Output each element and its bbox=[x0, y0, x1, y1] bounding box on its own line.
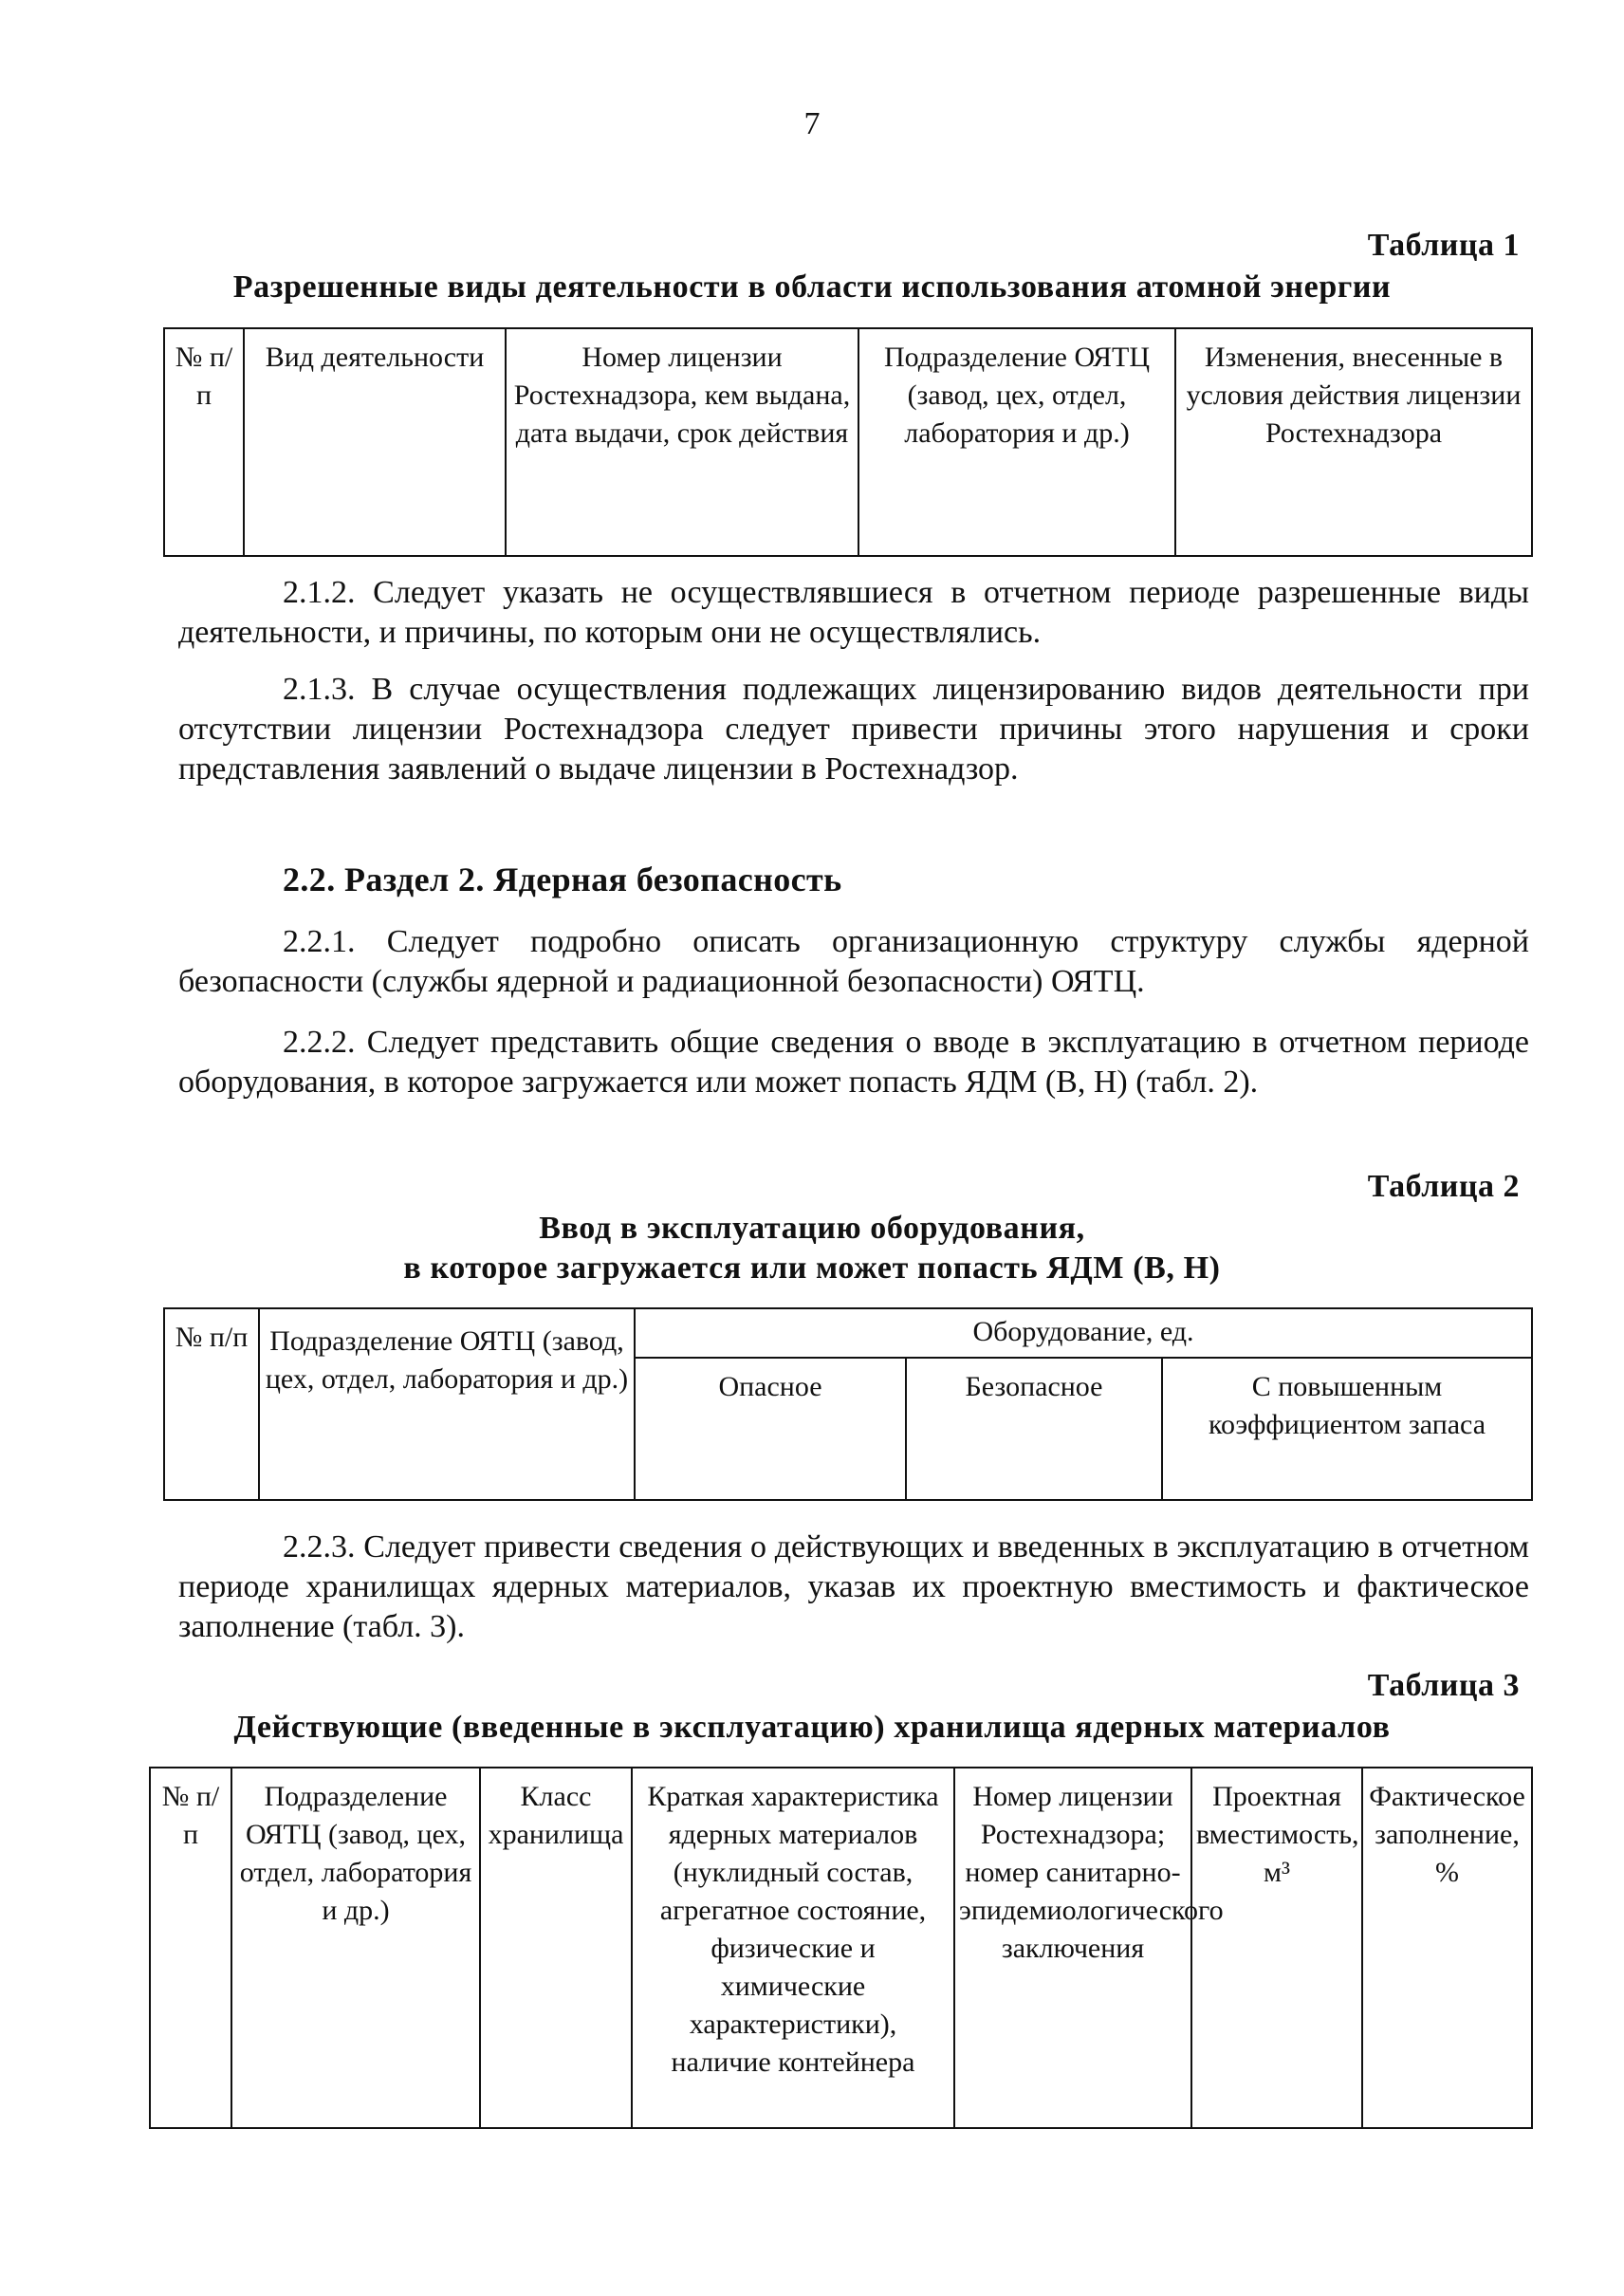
paragraph-2-2-1: 2.2.1. Следует подробно описать организационную структуру службы ядерной безопасности (службы ядерной и радиационной безопасности) ОЯТЦ. bbox=[178, 924, 1529, 999]
table3-header-characteristics: Краткая характеристика ядерных материалов (нуклидный состав, агрегатное состояние, физические и химические характеристики), наличие контейнера bbox=[632, 1768, 954, 2128]
table2-subheader-dangerous: Опасное bbox=[635, 1358, 906, 1500]
table1-label: Таблица 1 bbox=[1367, 228, 1520, 263]
table2-subheader-increased: С повышенным коэффициентом запаса bbox=[1162, 1358, 1532, 1500]
table2-header-equipment: Оборудование, ед. bbox=[635, 1308, 1532, 1358]
table1-header-num: № п/п bbox=[164, 328, 244, 556]
table3-header-fill: Фактическое заполнение, % bbox=[1362, 1768, 1532, 2128]
table3-label: Таблица 3 bbox=[1367, 1668, 1520, 1703]
table2-title-line2: в которое загружается или может попасть ЯДМ (В, Н) bbox=[403, 1250, 1221, 1286]
paragraph-2-2-2: 2.2.2. Следует представить общие сведения о вводе в эксплуатацию в отчетном периоде оборудования, в которое загружается или может попасть ЯДМ (В, Н) (табл. 2). bbox=[178, 1025, 1529, 1100]
table2-subheader-safe: Безопасное bbox=[906, 1358, 1162, 1500]
table1-header-division: Подразделение ОЯТЦ (завод, цех, отдел, лаборатория и др.) bbox=[858, 328, 1175, 556]
table2-header-division: Подразделение ОЯТЦ (завод, цех, отдел, лаборатория и др.) bbox=[259, 1308, 635, 1500]
table3-title: Действующие (введенные в эксплуатацию) хранилища ядерных материалов bbox=[233, 1710, 1391, 1745]
table3-header-division: Подразделение ОЯТЦ (завод, цех, отдел, лаборатория и др.) bbox=[231, 1768, 480, 2128]
table2-label: Таблица 2 bbox=[1367, 1169, 1520, 1204]
paragraph-2-1-2: 2.1.2. Следует указать не осуществлявшиеся в отчетном периоде разрешенные виды деятельности, и причины, по которым они не осуществлялись. bbox=[178, 575, 1529, 650]
table2-header-num: № п/п bbox=[164, 1308, 259, 1500]
table3-header-class: Класс хранилища bbox=[480, 1768, 632, 2128]
table1 bbox=[163, 327, 1533, 557]
table3-header-capacity: Проектная вместимость, м³ bbox=[1191, 1768, 1362, 2128]
table2-title-line1: Ввод в эксплуатацию оборудования, bbox=[539, 1211, 1085, 1246]
table1-header-changes: Изменения, внесенные в условия действия лицензии Ростехнадзора bbox=[1175, 328, 1532, 556]
section-heading: 2.2. Раздел 2. Ядерная безопасность bbox=[283, 861, 842, 898]
table1-header-license: Номер лицензии Ростехнадзора, кем выдана, дата выдачи, срок действия bbox=[506, 328, 858, 556]
table1-header-activity: Вид деятельности bbox=[244, 328, 506, 556]
table3-header-license: Номер лицензии Ростехнадзора; номер санитарно-эпидемиологического заключения bbox=[954, 1768, 1191, 2128]
table3-header-num: № п/п bbox=[150, 1768, 231, 2128]
paragraph-2-2-3: 2.2.3. Следует привести сведения о действующих и введенных в эксплуатацию в отчетном периоде хранилищах ядерных материалов, указав их проектную вместимость и фактическое заполнение (табл. 3). bbox=[178, 1529, 1529, 1644]
page-number: 7 bbox=[803, 106, 821, 141]
table1-title: Разрешенные виды деятельности в области использования атомной энергии bbox=[232, 269, 1392, 305]
paragraph-2-1-3: 2.1.3. В случае осуществления подлежащих лицензированию видов деятельности при отсутствии лицензии Ростехнадзора следует привести причины этого нарушения и сроки представления заявлений о выдаче лицензии в Ростехнадзор. bbox=[178, 672, 1529, 787]
table3 bbox=[149, 1767, 1533, 2129]
table2 bbox=[163, 1307, 1533, 1501]
